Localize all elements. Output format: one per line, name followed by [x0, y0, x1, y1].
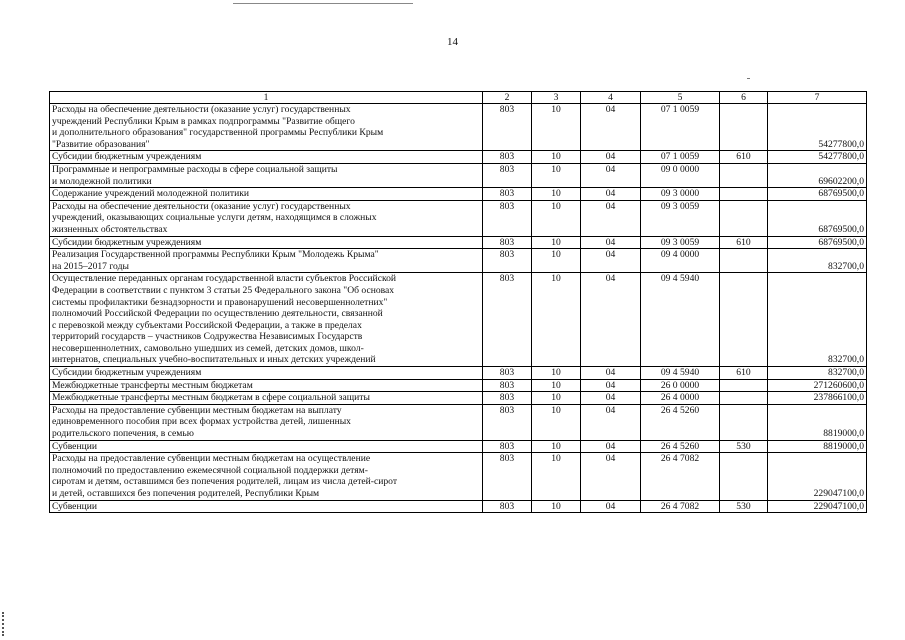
header-cell: 1 — [50, 92, 483, 104]
row-subsection: 04 — [581, 404, 641, 440]
row-amount: 8819000,0 — [768, 440, 867, 453]
row-section: 10 — [532, 188, 581, 201]
row-section: 10 — [532, 249, 581, 273]
row-gov-code: 803 — [483, 104, 532, 151]
table-row — [50, 273, 867, 367]
row-description: Расходы на обеспечение деятельности (оказание услуг) государственных учреждений Республики Крым в рамках подпрограммы "Развитие общего и дополнительного образования" государственной программы Республики Крым "Развитие образования" — [50, 104, 483, 151]
row-target-article: 26 4 5260 — [641, 404, 720, 440]
row-amount: 832700,0 — [768, 273, 867, 367]
row-expense-type — [720, 453, 768, 500]
row-subsection: 04 — [581, 236, 641, 249]
row-expense-type — [720, 249, 768, 273]
table-row — [50, 163, 867, 187]
table-row — [50, 236, 867, 249]
row-expense-type — [720, 163, 768, 187]
row-amount: 68769500,0 — [768, 236, 867, 249]
row-section: 10 — [532, 392, 581, 405]
row-gov-code: 803 — [483, 500, 532, 513]
row-target-article: 07 1 0059 — [641, 151, 720, 164]
row-description: Субсидии бюджетным учреждениям — [50, 151, 483, 164]
row-target-article: 26 0 0000 — [641, 379, 720, 392]
row-description: Межбюджетные трансферты местным бюджетам в сфере социальной защиты — [50, 392, 483, 405]
row-target-article: 26 4 5260 — [641, 440, 720, 453]
table-row — [50, 453, 867, 500]
row-gov-code: 803 — [483, 440, 532, 453]
row-gov-code: 803 — [483, 236, 532, 249]
row-description: Межбюджетные трансферты местным бюджетам — [50, 379, 483, 392]
row-description: Осуществление переданных органам государственной власти субъектов Российской Федерации в соответствии с пунктом 3 статьи 25 Федерального закона "Об основах системы профилактики безнадзорности и правонарушений несовершеннолетних" полномочий Российской Федерации по осуществлению деятельности, связанной с перевозкой между субъектами Российской Федерации, а также в пределах территорий государств – участников Содружества Независимых Государств несовершеннолетних, самовольно ушедших из семей, детских домов, школ- интернатов, специальных учебно-воспитательных и иных детских учреждений — [50, 273, 483, 367]
table-row — [50, 379, 867, 392]
row-description: Расходы на обеспечение деятельности (оказание услуг) государственных учреждений, оказывающих социальные услуги детям, находящимся в сложных жизненных обстоятельствах — [50, 200, 483, 236]
row-section: 10 — [532, 404, 581, 440]
table-row — [50, 104, 867, 151]
row-target-article: 07 1 0059 — [641, 104, 720, 151]
row-section: 10 — [532, 151, 581, 164]
row-section: 10 — [532, 367, 581, 380]
table-row — [50, 500, 867, 513]
row-gov-code: 803 — [483, 188, 532, 201]
header-cell: 5 — [641, 92, 720, 104]
row-section: 10 — [532, 379, 581, 392]
row-amount: 69602200,0 — [768, 163, 867, 187]
row-subsection: 04 — [581, 188, 641, 201]
header-cell: 3 — [532, 92, 581, 104]
table-row — [50, 249, 867, 273]
row-target-article: 26 4 0000 — [641, 392, 720, 405]
row-gov-code: 803 — [483, 151, 532, 164]
row-gov-code: 803 — [483, 163, 532, 187]
row-description: Расходы на предоставление субвенции местным бюджетам на выплату единовременного пособия при всех формах устройства детей, лишенных родительского попечения, в семью — [50, 404, 483, 440]
row-subsection: 04 — [581, 273, 641, 367]
row-expense-type — [720, 379, 768, 392]
row-subsection: 04 — [581, 200, 641, 236]
row-amount: 229047100,0 — [768, 453, 867, 500]
row-section: 10 — [532, 500, 581, 513]
row-section: 10 — [532, 200, 581, 236]
row-target-article: 09 4 0000 — [641, 249, 720, 273]
row-expense-type — [720, 392, 768, 405]
row-subsection: 04 — [581, 500, 641, 513]
row-expense-type — [720, 104, 768, 151]
row-expense-type — [720, 273, 768, 367]
row-section: 10 — [532, 236, 581, 249]
header-cell: 7 — [768, 92, 867, 104]
row-subsection: 04 — [581, 249, 641, 273]
row-amount: 229047100,0 — [768, 500, 867, 513]
table-row — [50, 392, 867, 405]
row-target-article: 09 0 0000 — [641, 163, 720, 187]
row-amount: 832700,0 — [768, 367, 867, 380]
row-description: Содержание учреждений молодежной политики — [50, 188, 483, 201]
row-description: Программные и непрограммные расходы в сфере социальной защиты и молодежной политики — [50, 163, 483, 187]
table-row — [50, 440, 867, 453]
row-subsection: 04 — [581, 440, 641, 453]
row-subsection: 04 — [581, 104, 641, 151]
row-target-article: 09 4 5940 — [641, 367, 720, 380]
row-gov-code: 803 — [483, 453, 532, 500]
top-rule — [233, 3, 413, 4]
row-section: 10 — [532, 104, 581, 151]
scan-edge-dots — [2, 612, 6, 636]
page-number: 14 — [447, 36, 458, 48]
header-cell: 4 — [581, 92, 641, 104]
row-gov-code: 803 — [483, 392, 532, 405]
row-expense-type — [720, 188, 768, 201]
header-cell: 6 — [720, 92, 768, 104]
row-target-article: 09 3 0000 — [641, 188, 720, 201]
table-row — [50, 404, 867, 440]
row-expense-type: 610 — [720, 236, 768, 249]
scan-mark — [747, 78, 750, 79]
row-target-article: 09 4 5940 — [641, 273, 720, 367]
row-amount: 237866100,0 — [768, 392, 867, 405]
table-header-row — [50, 92, 867, 104]
table-row — [50, 151, 867, 164]
row-subsection: 04 — [581, 151, 641, 164]
row-target-article: 09 3 0059 — [641, 236, 720, 249]
row-amount: 8819000,0 — [768, 404, 867, 440]
row-description: Субвенции — [50, 500, 483, 513]
row-amount: 68769500,0 — [768, 188, 867, 201]
row-amount: 54277800,0 — [768, 151, 867, 164]
row-target-article: 26 4 7082 — [641, 500, 720, 513]
row-section: 10 — [532, 273, 581, 367]
row-gov-code: 803 — [483, 249, 532, 273]
row-section: 10 — [532, 453, 581, 500]
row-expense-type: 610 — [720, 367, 768, 380]
row-subsection: 04 — [581, 163, 641, 187]
row-section: 10 — [532, 163, 581, 187]
budget-table — [49, 91, 867, 513]
row-description: Субсидии бюджетным учреждениям — [50, 236, 483, 249]
row-description: Субвенции — [50, 440, 483, 453]
header-cell: 2 — [483, 92, 532, 104]
row-target-article: 09 3 0059 — [641, 200, 720, 236]
row-subsection: 04 — [581, 367, 641, 380]
row-subsection: 04 — [581, 392, 641, 405]
row-subsection: 04 — [581, 453, 641, 500]
row-gov-code: 803 — [483, 200, 532, 236]
table-row — [50, 188, 867, 201]
row-target-article: 26 4 7082 — [641, 453, 720, 500]
row-amount: 68769500,0 — [768, 200, 867, 236]
row-description: Субсидии бюджетным учреждениям — [50, 367, 483, 380]
table-row — [50, 200, 867, 236]
row-amount: 832700,0 — [768, 249, 867, 273]
row-expense-type — [720, 404, 768, 440]
table-row — [50, 367, 867, 380]
row-gov-code: 803 — [483, 379, 532, 392]
row-description: Расходы на предоставление субвенции местным бюджетам на осуществление полномочий по предоставлению ежемесячной социальной поддержки детям- сиротам и детям, оставшимся без попечения родителей, лицам из числа детей-сирот и детей, оставшихся без попечения родителей, Республики Крым — [50, 453, 483, 500]
row-expense-type: 610 — [720, 151, 768, 164]
row-expense-type — [720, 200, 768, 236]
row-amount: 271260600,0 — [768, 379, 867, 392]
row-description: Реализация Государственной программы Республики Крым "Молодежь Крыма" на 2015–2017 годы — [50, 249, 483, 273]
row-subsection: 04 — [581, 379, 641, 392]
row-gov-code: 803 — [483, 404, 532, 440]
row-gov-code: 803 — [483, 273, 532, 367]
row-amount: 54277800,0 — [768, 104, 867, 151]
row-gov-code: 803 — [483, 367, 532, 380]
row-section: 10 — [532, 440, 581, 453]
row-expense-type: 530 — [720, 500, 768, 513]
row-expense-type: 530 — [720, 440, 768, 453]
